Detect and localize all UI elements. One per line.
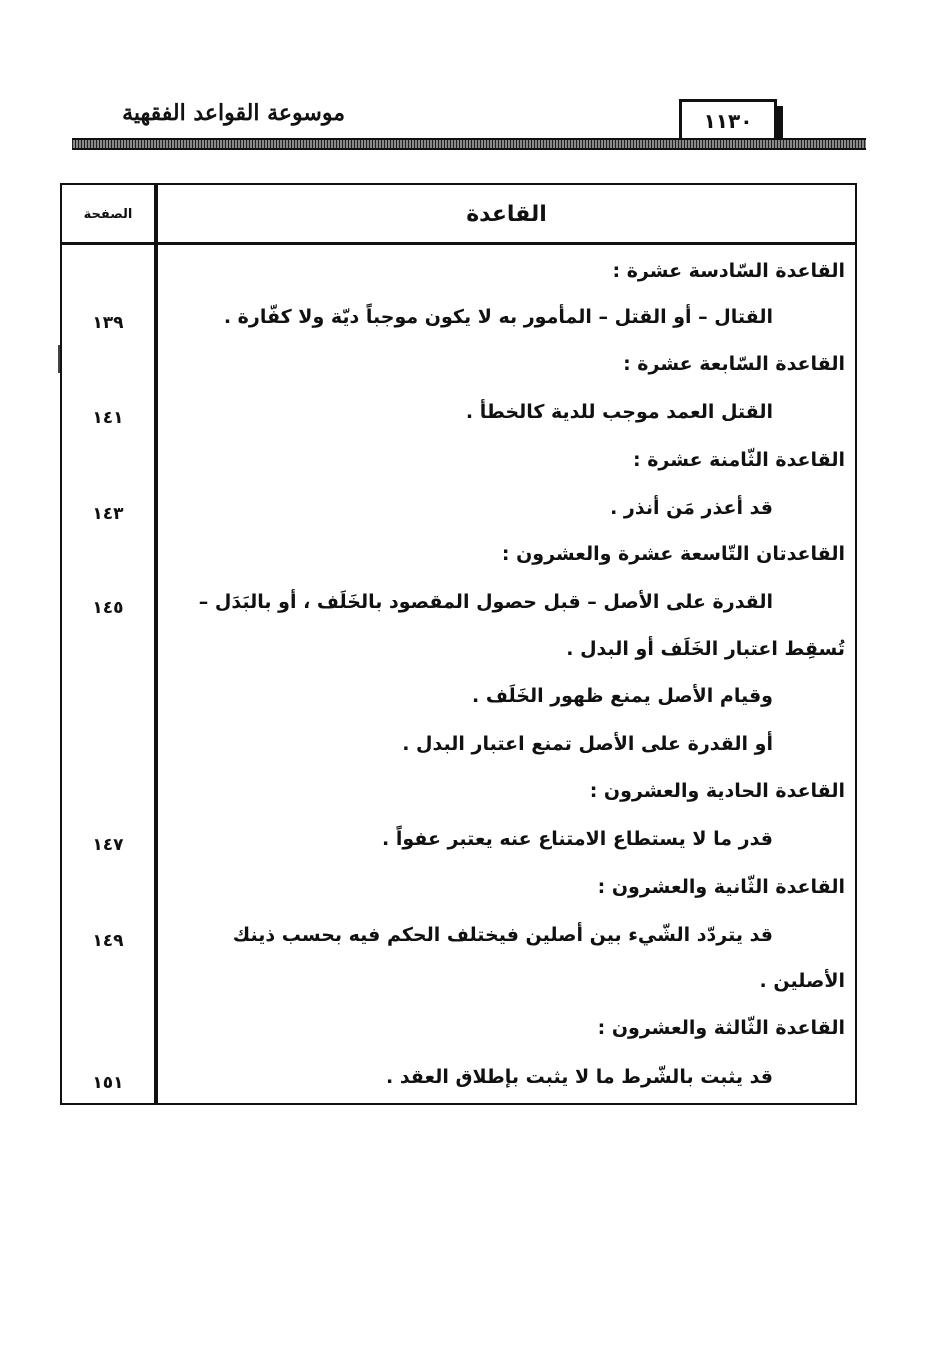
- rule-heading: القاعدة الثّانية والعشرون :: [597, 876, 845, 898]
- rule-text: أو القدرة على الأصل تمنع اعتبار البدل .: [402, 733, 773, 755]
- table-header: [62, 185, 855, 245]
- rule-text-continuation: الأصلين .: [759, 970, 845, 992]
- page-ref: ١٤٥: [92, 598, 124, 618]
- page-ref: ١٤٧: [92, 835, 124, 855]
- rule-text: القدرة على الأصل – قبل حصول المقصود بالخَلَف ، أو بالبَدَل –: [198, 591, 773, 613]
- header-rule: [72, 138, 866, 150]
- rule-text: قد يتردّد الشّيء بين أصلين فيختلف الحكم فيه بحسب ذينك: [232, 924, 773, 946]
- rule-text: قد يثبت بالشّرط ما لا يثبت بإطلاق العقد .: [385, 1066, 773, 1088]
- page-ref: ١٤٣: [92, 504, 124, 524]
- rule-text: قدر ما لا يستطاع الامتناع عنه يعتبر عفواً .: [382, 828, 773, 850]
- rule-heading: القاعدتان التّاسعة عشرة والعشرون :: [501, 543, 845, 565]
- rule-text: القتال – أو القتل – المأمور به لا يكون موجباً ديّة ولا كفّارة .: [223, 306, 773, 328]
- column-header-page: الصفحة: [83, 207, 133, 222]
- column-header-rule: القاعدة: [466, 202, 547, 227]
- rule-heading: القاعدة الثّالثة والعشرون :: [597, 1017, 845, 1039]
- toc-table: [60, 183, 857, 1105]
- rule-text: وقيام الأصل يمنع ظهور الخَلَف .: [472, 685, 773, 707]
- rule-text-continuation: تُسقِط اعتبار الخَلَف أو البدل .: [566, 638, 845, 660]
- rule-heading: القاعدة الحادية والعشرون :: [589, 780, 845, 802]
- rule-heading: القاعدة الثّامنة عشرة :: [633, 449, 845, 471]
- margin-mark: [58, 345, 60, 373]
- page-ref: ١٤١: [92, 408, 124, 428]
- page-ref: ١٣٩: [92, 313, 124, 333]
- column-divider: [154, 185, 158, 1103]
- rule-text: القتل العمد موجب للدية كالخطأ .: [465, 401, 773, 423]
- book-title: موسوعة القواعد الفقهية: [122, 100, 345, 126]
- page-ref: ١٥١: [92, 1073, 124, 1093]
- page-number: ١١٣٠: [679, 99, 777, 139]
- rule-heading: القاعدة السّابعة عشرة :: [623, 353, 845, 375]
- rule-heading: القاعدة السّادسة عشرة :: [612, 260, 845, 282]
- rule-text: قد أعذر مَن أنذر .: [610, 497, 773, 519]
- page-ref: ١٤٩: [92, 931, 124, 951]
